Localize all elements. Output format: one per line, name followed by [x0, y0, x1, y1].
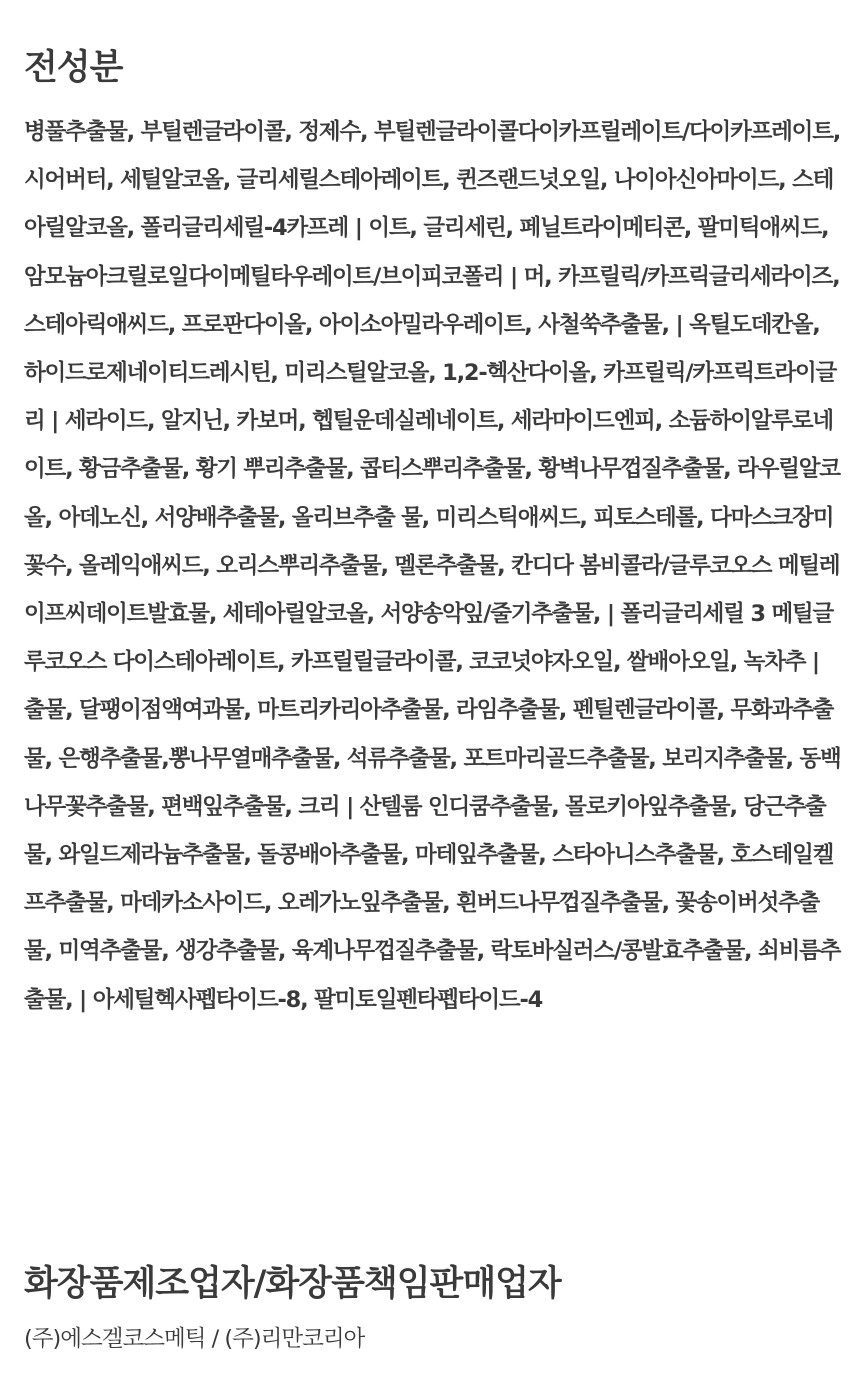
ingredients-list: 병풀추출물, 부틸렌글라이콜, 정제수, 부틸렌글라이콜다이카프릴레이트/다이카프레이트, 시어버터, 세틸알코올, 글리세릴스테아레이트, 퀸즈랜드넛오일, 나이아신아마이드, 스테아릴알코올, 폴리글리세릴-4카프레 | 이트, 글리세린, 페닐트라이메티콘, 팔미틱애씨드, 암모늄아크릴로일다이메틸타우레이트/브이피코폴리 | 머, 카프릴릭/카프릭글리세라이즈, 스테아릭애씨드, 프로판다이올, 아이소아밀라우레이트, 사철쑥추출물, | 옥틸도데칸올, 하이드로제네이티드레시틴, 미리스틸알코올, 1,2-헥산다이올, 카프릴릭/카프릭트라이글리 | 세라이드, 알지닌, 카보머, 헵틸운데실레네이트, 세라마이드엔피, 소듐하이알루로네이트, 황금추출물, 황기 뿌리추출물, 콥티스뿌리추출물, 황벽나무껍질추출물, 라우릴알코올, 아데노신, 서양배추출물, 올리브추출 물, 미리스틱애씨드, 피토스테롤, 다마스크장미꽃수, 올레익애씨드, 오리스뿌리추출물, 멜론추출물, 칸디다 봄비콜라/글루코오스 메틸레이프씨데이트발효물, 세테아릴알코올, 서양송악잎/줄기추출물, | 폴리글리세릴 3 메틸글루코오스 다이스테아레이트, 카프릴릴글라이콜, 코코넛야자오일, 쌀배아오일, 녹차추 | 출물, 달팽이점액여과물, 마트리카리아추출물, 라임추출물, 펜틸렌글라이콜, 무화과추출물, 은행추출물,뽕나무열매추출물, 석류추출물, 포트마리골드추출물, 보리지추출물, 동백나무꽃추출물, 편백잎추출물, 크리 | 산텔룸 인디쿰추출물, 몰로키아잎추출물, 당근추출물, 와일드제라늄추출물, 돌콩배아추출물, 마테잎추출물, 스타아니스추출물, 호스테일켈프추출물, 마데카소사이드, 오레가노잎추출물, 흰버드나무껍질추출물, 꽃송이버섯추출물, 미역추출물, 생강추출물, 육계나무껍질추출물, 락토바실러스/콩발효추출물, 쇠비름추출물, | 아세틸헥사펩타이드-8, 팔미토일펜타펩타이드-4 — [24, 119, 841, 1013]
ingredients-heading: 전성분 — [24, 48, 123, 88]
ingredients-section — [24, 42, 846, 1024]
manufacturer-section — [24, 1258, 846, 1356]
manufacturer-names: (주)에스겔코스메틱 / (주)리만코리아 — [24, 1326, 365, 1352]
manufacturer-heading: 화장품제조업자/화장품책임판매업자 — [24, 1264, 561, 1304]
